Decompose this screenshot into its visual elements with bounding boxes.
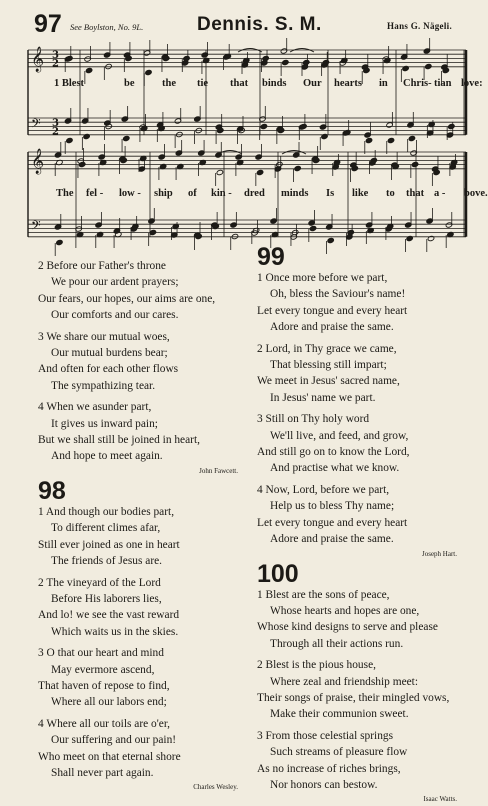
lyric-syllable: like (352, 188, 369, 199)
verse-line: 2 Lord, in Thy grace we came, (257, 342, 397, 355)
hymn-100 (257, 561, 461, 804)
lyric-syllable: Our (303, 78, 322, 89)
note-icon (387, 137, 394, 143)
verse (257, 482, 461, 548)
note-icon (322, 59, 329, 65)
author-credit: Joseph Hart. (422, 549, 457, 558)
verse (257, 270, 461, 336)
verse (38, 645, 242, 711)
note-icon (56, 239, 63, 245)
lyric-syllable: be (124, 78, 135, 89)
note-icon (262, 55, 269, 61)
hymn-99 (257, 244, 461, 558)
verse-line: That haven of repose to find, (38, 679, 170, 692)
note-icon (282, 59, 289, 65)
verse (38, 329, 242, 395)
note-icon (83, 133, 90, 139)
hymn-number: 99 (257, 243, 285, 271)
verse (38, 716, 242, 782)
verse-line: And often for each other flows (38, 363, 179, 376)
lyric-syllable: Is (326, 188, 335, 199)
hymn-number: 97 (34, 10, 62, 38)
time-signature-icon: 2 (52, 58, 59, 70)
lyric-syllable: a - (434, 188, 446, 199)
verse (257, 587, 461, 653)
note-icon (123, 135, 130, 141)
verse-line: 4 Now, Lord, before we part, (257, 483, 390, 496)
lyric-syllable: tie (197, 78, 209, 89)
hymn-number: 98 (38, 476, 66, 505)
verse-line: 1 And though our bodies part, (38, 505, 175, 518)
lyric-syllable: dred (244, 188, 265, 199)
note-icon (85, 67, 92, 73)
verse (257, 411, 461, 477)
lyric-syllable: kin - (211, 188, 232, 199)
hymn-number: 100 (257, 559, 299, 588)
lyric-syllable: 1 Blest (54, 78, 85, 89)
verse-line: Whose kind designs to serve and please (257, 621, 438, 634)
hymn-97-verses (38, 258, 242, 475)
lyric-syllable: fel - (86, 188, 104, 199)
verse-line: Let every tongue and every heart (257, 304, 408, 317)
note-icon (79, 161, 86, 167)
verse-line: That blessing still impart; (270, 359, 387, 372)
verse-line: 4 When we asunder part, (38, 401, 152, 414)
note-icon (427, 235, 434, 241)
see-also-note: See Boylston, No. 9L. (70, 22, 144, 32)
verse-line: Adore and praise the same. (270, 321, 394, 334)
lyric-syllable: Chris- (403, 78, 432, 89)
note-icon (216, 169, 223, 175)
verse-line: And hope to meet again. (51, 450, 163, 463)
verse (38, 504, 242, 570)
verse-line: Shall never part again. (51, 766, 154, 779)
tune-title: Dennis. S. M. (197, 14, 322, 35)
verse-line: 3 O that our heart and mind (38, 647, 164, 660)
hymn-header (34, 10, 452, 40)
verse-line: But we shall still be joined in heart, (38, 434, 200, 447)
note-icon (66, 137, 73, 143)
bass-clef-icon: 𝄢 (31, 116, 41, 134)
note-icon (425, 63, 432, 69)
lyric-syllable: binds (262, 78, 287, 89)
note-icon (321, 133, 328, 139)
lyric-syllable: to (386, 188, 395, 199)
verse-line: Our suffering and our pain! (51, 734, 177, 747)
lyric-syllable: bove. (464, 188, 488, 199)
verse-line: 3 Still on Thy holy word (257, 413, 370, 426)
lyric-syllable: minds (281, 188, 309, 199)
verse-line: And lo! we see the vast reward (38, 609, 180, 622)
note-icon (183, 55, 190, 61)
verse-line: Our comforts and our cares. (51, 309, 179, 322)
note-icon (448, 123, 455, 129)
verse-line: 1 Blest are the sons of peace, (257, 588, 390, 601)
lyric-syllable: hearts (334, 78, 362, 89)
verse-line: We'll live, and feed, and grow, (270, 429, 409, 442)
time-signature-icon: 3 (52, 118, 59, 129)
lyric-syllable: ship (154, 188, 173, 199)
verse (257, 657, 461, 723)
lyric-syllable: love: (461, 78, 483, 89)
verse-line: Who meet on that eternal shore (38, 750, 181, 763)
time-signature-icon: 3 (52, 50, 59, 61)
verse-line: 3 From those celestial springs (257, 729, 394, 742)
hymn-98 (38, 478, 242, 792)
note-icon (402, 65, 409, 71)
composer-credit: Hans G. Nägeli. (386, 21, 452, 31)
time-signature-icon: 2 (52, 126, 59, 138)
lyric-syllable: tian (434, 78, 452, 89)
verse-line: As no increase of riches brings, (257, 762, 401, 775)
bass-clef-icon: 𝄢 (31, 218, 41, 236)
treble-clef-icon: 𝄞 (31, 149, 45, 174)
note-icon (370, 157, 377, 163)
lyric-syllable: of (188, 188, 197, 199)
verse-line: And still go on to know the Lord, (257, 446, 410, 459)
note-icon (327, 237, 334, 243)
verse-line: Adore and praise the same. (270, 533, 394, 546)
verse-line: We meet in Jesus' sacred name, (257, 375, 400, 388)
author-credit: Charles Wesley. (193, 783, 238, 792)
lyric-syllable: that (230, 78, 249, 89)
verse-line: 1 Once more before we part, (257, 272, 388, 284)
verse (38, 258, 242, 324)
verse-line: Let every tongue and every heart (257, 516, 408, 529)
lyric-syllable: The (56, 188, 74, 199)
note-icon (145, 69, 152, 75)
verse-line: The sympathizing tear. (51, 379, 156, 392)
note-icon (408, 135, 415, 141)
verse-line: Through all their actions run. (270, 637, 404, 650)
right-column (257, 244, 461, 806)
verse-line: Whose hearts and hopes are one, (270, 604, 420, 617)
note-icon (256, 169, 263, 175)
verse-line: To different climes afar, (51, 522, 161, 535)
verse-line: 2 Blest is the pious house, (257, 659, 376, 672)
author-credit: John Fawcett. (199, 466, 238, 475)
verse-line: It gives us inward pain; (51, 417, 158, 430)
left-column (38, 258, 242, 794)
verse-line: Our fears, our hopes, our aims are one, (38, 292, 216, 305)
note-icon (300, 123, 307, 129)
verse-line: May evermore ascend, (51, 663, 155, 676)
verse-line: In Jesus' name we part. (270, 391, 376, 404)
music-score (28, 38, 466, 260)
verse-line: Nor honors can bestow. (270, 778, 378, 791)
note-icon (411, 161, 418, 167)
lyric-syllable: in (379, 78, 388, 89)
verse-line: Help us to bless Thy name; (270, 500, 395, 513)
verse-line: 2 The vineyard of the Lord (38, 576, 161, 589)
lyric-syllable: low - (119, 188, 141, 199)
verse-line: 4 Where all our toils are o'er, (38, 717, 171, 730)
note-icon (303, 59, 310, 65)
verse-line: And practise what we know. (270, 462, 400, 475)
verse-line: Make their communion sweet. (270, 708, 409, 721)
lyric-syllable: the (162, 78, 176, 89)
note-icon (260, 123, 267, 129)
note-icon (294, 165, 301, 171)
verse-line: Before His laborers lies, (51, 592, 162, 605)
verse-line: The friends of Jesus are. (51, 555, 163, 568)
verse (257, 341, 461, 407)
verse-line: Where all our labors end; (51, 696, 167, 709)
verse (38, 399, 242, 465)
verse-line: 2 Before our Father's throne (38, 260, 166, 272)
verse (257, 728, 461, 794)
verse-line: Our mutual burdens bear; (51, 347, 168, 360)
author-credit: Isaac Watts. (423, 795, 457, 804)
verse-line: We pour our ardent prayers; (51, 276, 179, 289)
note-icon (406, 235, 413, 241)
treble-clef-icon: 𝄞 (31, 47, 45, 72)
verse-line: 3 We share our mutual woes, (38, 330, 170, 343)
verse-line: Such streams of pleasure flow (270, 746, 408, 759)
verse-line: Where zeal and friendship meet: (270, 675, 419, 688)
verse-line: Which waits us in the skies. (51, 625, 179, 638)
verse (38, 575, 242, 641)
verse-line: Oh, bless the Saviour's name! (270, 288, 406, 301)
lyric-syllable: that (406, 188, 425, 199)
verse-line: Their songs of praise, their mingled vows, (257, 691, 450, 704)
note-icon (66, 55, 73, 61)
verse-line: Still ever joined as one in heart (38, 538, 180, 551)
note-icon (365, 137, 372, 143)
note-icon (309, 225, 316, 231)
